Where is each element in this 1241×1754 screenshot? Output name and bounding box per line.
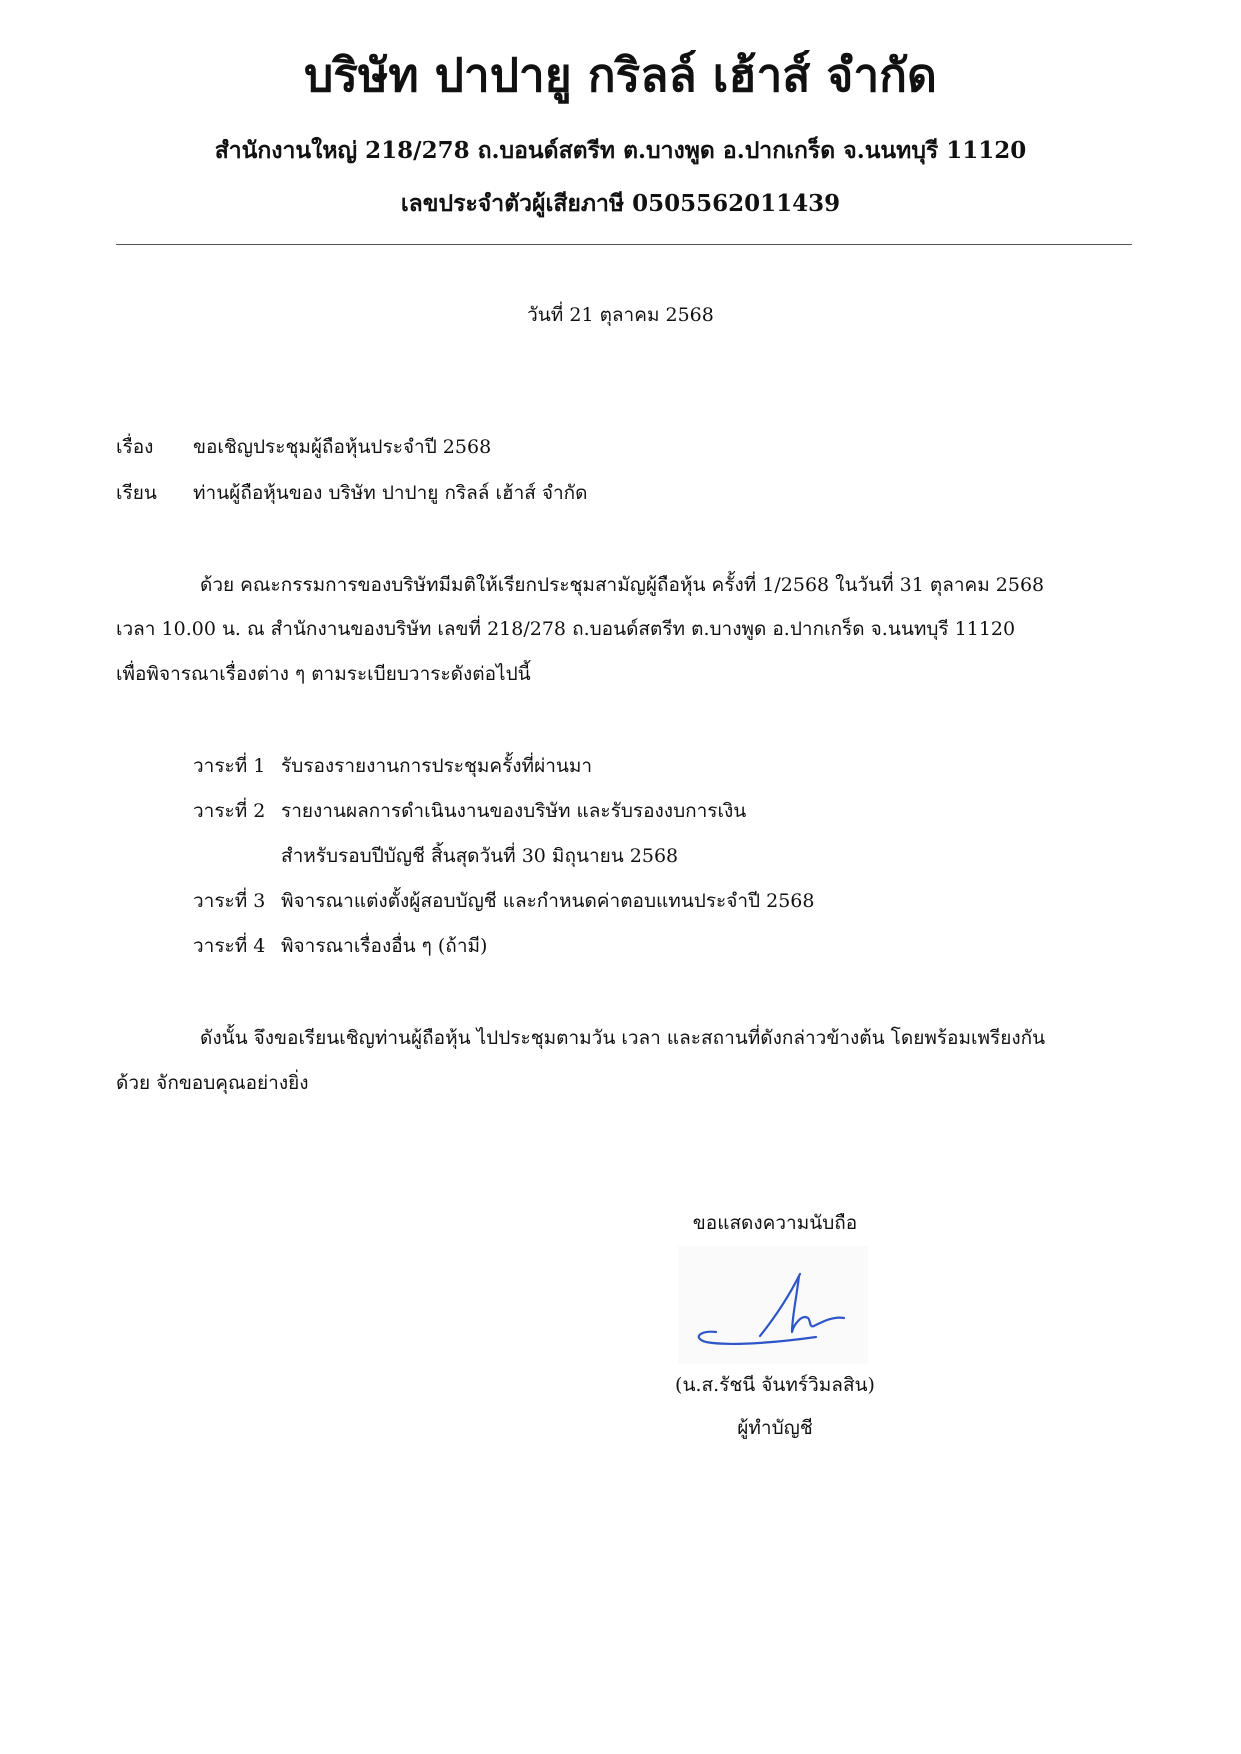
agenda-1-text: รับรองรายงานการประชุมครั้งที่ผ่านมา — [281, 755, 593, 777]
agenda-2-label: วาระที่ 2 — [193, 800, 266, 822]
signer-title: ผู้ทำบัญชี — [737, 1417, 813, 1439]
subject-text: ขอเชิญประชุมผู้ถือหุ้นประจำปี 2568 — [193, 436, 492, 458]
agenda-1-label: วาระที่ 1 — [193, 755, 266, 777]
intro-line-3: เพื่อพิจารณาเรื่องต่าง ๆ ตามระเบียบวาระดังต่อไปนี้ — [116, 663, 531, 685]
closing-line-2: ด้วย จักขอบคุณอย่างยิ่ง — [116, 1072, 309, 1094]
signature-image — [678, 1246, 868, 1364]
signature-icon — [678, 1246, 868, 1364]
tax-id: เลขประจำตัวผู้เสียภาษี 0505562011439 — [400, 190, 841, 217]
company-name: บริษัท ปาปายู กริลล์ เฮ้าส์ จำกัด — [304, 48, 937, 102]
signer-name: (น.ส.รัชนี จันทร์วิมลสิน) — [675, 1374, 875, 1396]
agenda-3-text: พิจารณาแต่งตั้งผู้สอบบัญชี และกำหนดค่าตอบแทนประจำปี 2568 — [281, 890, 815, 912]
header-divider — [116, 244, 1132, 245]
subject-label: เรื่อง — [116, 436, 154, 458]
intro-line-1: ด้วย คณะกรรมการของบริษัทมีมติให้เรียกประชุมสามัญผู้ถือหุ้น ครั้งที่ 1/2568 ในวันที่ 31 ตุลาคม 2568 — [200, 574, 1045, 596]
agenda-2-text: รายงานผลการดำเนินงานของบริษัท และรับรองงบการเงิน — [281, 800, 747, 822]
company-address: สำนักงานใหญ่ 218/278 ถ.บอนด์สตรีท ต.บางพูด อ.ปากเกร็ด จ.นนทบุรี 11120 — [214, 137, 1027, 164]
agenda-4-label: วาระที่ 4 — [193, 935, 266, 957]
agenda-3-label: วาระที่ 3 — [193, 890, 266, 912]
to-label: เรียน — [116, 482, 157, 504]
intro-line-2: เวลา 10.00 น. ณ สำนักงานของบริษัท เลขที่ 218/278 ถ.บอนด์สตรีท ต.บางพูด อ.ปากเกร็ด จ.นนทบุรี 11120 — [116, 618, 1016, 640]
letter-date: วันที่ 21 ตุลาคม 2568 — [527, 304, 714, 326]
agenda-2-continuation: สำหรับรอบปีบัญชี สิ้นสุดวันที่ 30 มิถุนายน 2568 — [281, 845, 679, 867]
regards-text: ขอแสดงความนับถือ — [692, 1212, 858, 1234]
agenda-4-text: พิจารณาเรื่องอื่น ๆ (ถ้ามี) — [281, 935, 488, 957]
closing-line-1: ดังนั้น จึงขอเรียนเชิญท่านผู้ถือหุ้น ไปประชุมตามวัน เวลา และสถานที่ดังกล่าวข้างต้น โดยพร้อมเพรียงกัน — [200, 1027, 1046, 1049]
to-text: ท่านผู้ถือหุ้นของ บริษัท ปาปายู กริลล์ เฮ้าส์ จำกัด — [193, 482, 588, 504]
